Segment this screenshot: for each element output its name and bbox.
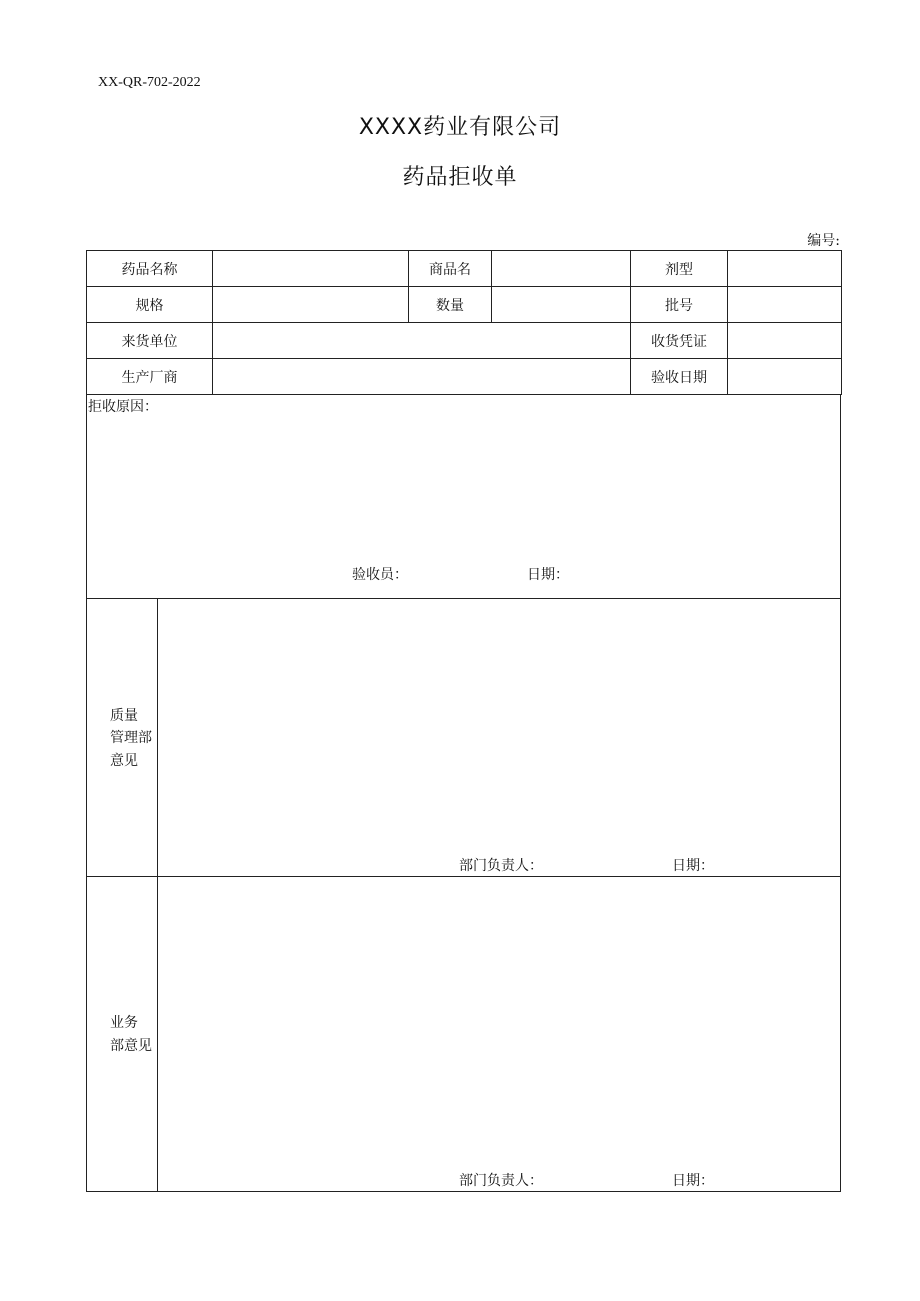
- dosage-form-field[interactable]: [728, 251, 842, 287]
- inspector-label: 验收员：: [352, 567, 408, 583]
- business-dept-label-line2: 部意见: [110, 1038, 152, 1054]
- manufacturer-label: 生产厂商: [87, 359, 213, 395]
- table-row: [87, 287, 842, 323]
- batch-number-field[interactable]: [728, 287, 842, 323]
- batch-number-label: 批号: [631, 287, 728, 323]
- spec-label: 规格: [87, 287, 213, 323]
- quality-dept-label-line2: 管理部: [110, 730, 152, 746]
- document-code: XX-QR-702-2022: [98, 75, 201, 90]
- trade-name-label: 商品名: [409, 251, 492, 287]
- rejection-reason-box[interactable]: [86, 394, 841, 599]
- table-row: [87, 359, 842, 395]
- serial-number-label: 编号:: [807, 233, 840, 249]
- inspection-date-label: 验收日期: [631, 359, 728, 395]
- manufacturer-field[interactable]: [213, 359, 631, 395]
- quality-dept-opinion-box[interactable]: [86, 599, 841, 877]
- table-row: [87, 323, 842, 359]
- quality-dept-label-line1: 质量: [110, 708, 138, 724]
- rejection-reason-label: 拒收原因：: [88, 399, 158, 415]
- spec-field[interactable]: [213, 287, 409, 323]
- inspection-date-field[interactable]: [728, 359, 842, 395]
- quality-dept-signer-label: 部门负责人：: [459, 858, 543, 874]
- rejection-date-label: 日期：: [527, 567, 569, 583]
- supplier-label: 来货单位: [87, 323, 213, 359]
- drug-name-field[interactable]: [213, 251, 409, 287]
- trade-name-field[interactable]: [492, 251, 631, 287]
- receipt-voucher-field[interactable]: [728, 323, 842, 359]
- quality-dept-date-label: 日期：: [672, 858, 714, 874]
- dosage-form-label: 剂型: [631, 251, 728, 287]
- business-dept-opinion-box[interactable]: [86, 877, 841, 1192]
- business-dept-signer-label: 部门负责人：: [459, 1173, 543, 1189]
- business-dept-label-line1: 业务: [110, 1015, 138, 1031]
- quantity-label: 数量: [409, 287, 492, 323]
- receipt-voucher-label: 收货凭证: [631, 323, 728, 359]
- drug-info-table: [86, 250, 842, 395]
- form-title: 药品拒收单: [402, 165, 518, 190]
- business-dept-label-cell: [87, 877, 158, 1191]
- quantity-field[interactable]: [492, 287, 631, 323]
- drug-name-label: 药品名称: [87, 251, 213, 287]
- company-name: XXXX药业有限公司: [358, 115, 562, 140]
- quality-dept-label-cell: [87, 599, 158, 876]
- quality-dept-label-line3: 意见: [110, 753, 138, 769]
- business-dept-date-label: 日期：: [672, 1173, 714, 1189]
- table-row: [87, 251, 842, 287]
- supplier-field[interactable]: [213, 323, 631, 359]
